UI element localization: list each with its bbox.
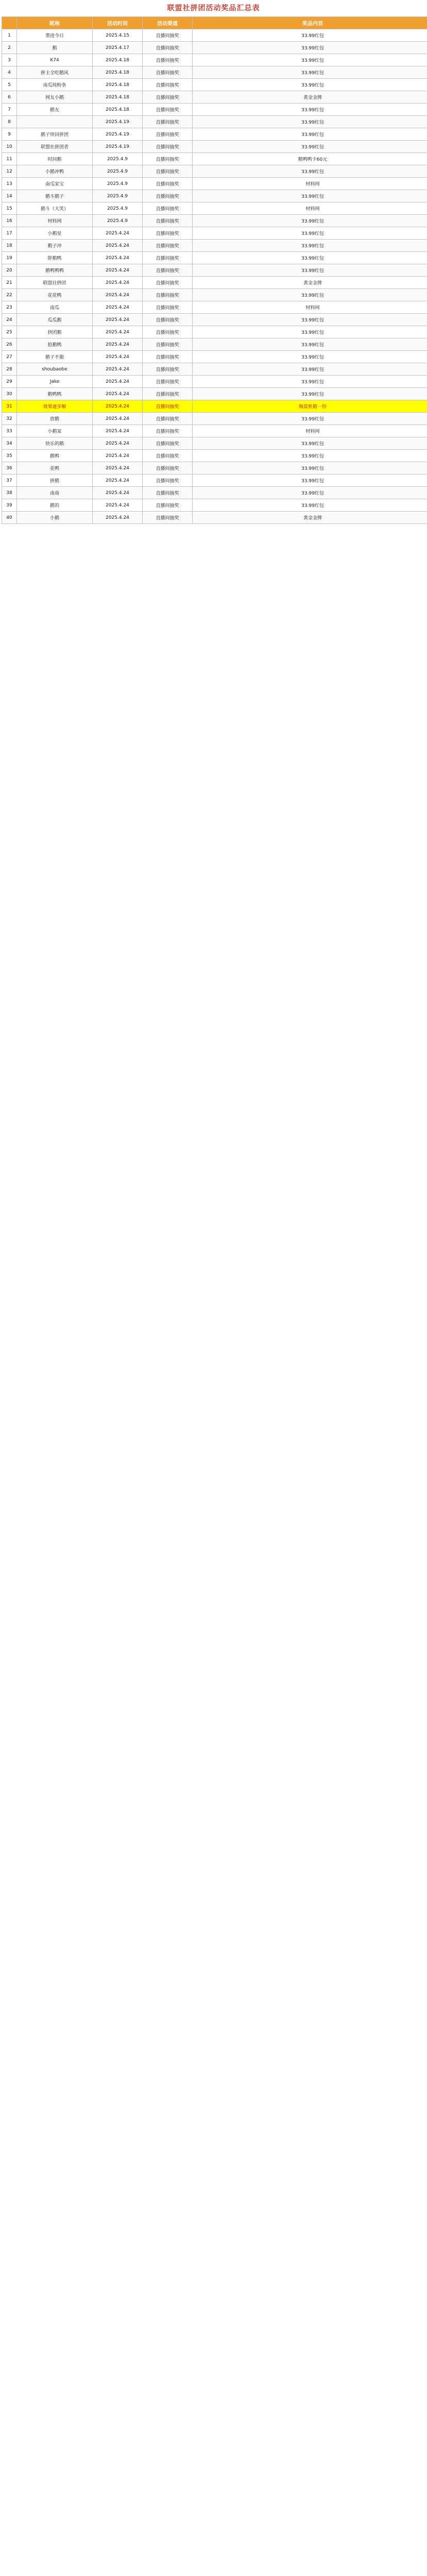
table-row bbox=[2, 264, 427, 277]
row-nickname: 南瓜 bbox=[17, 301, 93, 314]
row-nickname: 时间鹅 bbox=[17, 153, 93, 165]
col-channel-header: 活动渠道 bbox=[143, 17, 193, 29]
row-prize: 33.99红包 bbox=[193, 450, 427, 462]
row-index: 3 bbox=[2, 54, 17, 66]
table-row bbox=[2, 215, 427, 227]
row-channel: 直播间抽奖 bbox=[143, 153, 193, 165]
row-index: 33 bbox=[2, 425, 17, 437]
row-index: 8 bbox=[2, 116, 17, 128]
row-nickname: 网友小鹅 bbox=[17, 91, 93, 104]
row-channel: 直播间抽奖 bbox=[143, 326, 193, 338]
row-channel: 直播间抽奖 bbox=[143, 376, 193, 388]
row-date: 2025.4.9 bbox=[93, 215, 143, 227]
row-prize: 33.99红包 bbox=[193, 289, 427, 301]
table-row bbox=[2, 79, 427, 91]
col-index-header bbox=[2, 17, 17, 29]
row-nickname: 鹅鸭鸭 bbox=[17, 388, 93, 400]
row-date: 2025.4.18 bbox=[93, 66, 143, 79]
table-row bbox=[2, 487, 427, 499]
row-index: 27 bbox=[2, 351, 17, 363]
row-channel: 直播间抽奖 bbox=[143, 165, 193, 178]
row-prize: 33.99红包 bbox=[193, 326, 427, 338]
row-nickname: Jake bbox=[17, 376, 93, 388]
row-nickname: shoubaobe bbox=[17, 363, 93, 376]
table-row bbox=[2, 190, 427, 202]
row-nickname: 小鹅冲鸭 bbox=[17, 165, 93, 178]
row-index: 22 bbox=[2, 289, 17, 301]
row-date: 2025.4.24 bbox=[93, 487, 143, 499]
row-channel: 直播间抽奖 bbox=[143, 240, 193, 252]
row-index: 17 bbox=[2, 227, 17, 240]
row-channel: 直播间抽奖 bbox=[143, 499, 193, 512]
row-channel: 直播间抽奖 bbox=[143, 289, 193, 301]
row-prize: 33.99红包 bbox=[193, 474, 427, 487]
table-row bbox=[2, 314, 427, 326]
row-prize: 材料网 bbox=[193, 425, 427, 437]
row-prize: 33.99红包 bbox=[193, 215, 427, 227]
row-date: 2025.4.24 bbox=[93, 338, 143, 351]
row-channel: 直播间抽奖 bbox=[143, 264, 193, 277]
row-date: 2025.4.24 bbox=[93, 413, 143, 425]
row-index: 18 bbox=[2, 240, 17, 252]
row-channel: 直播间抽奖 bbox=[143, 104, 193, 116]
row-nickname: 南南 bbox=[17, 487, 93, 499]
row-date: 2025.4.24 bbox=[93, 450, 143, 462]
table-row bbox=[2, 437, 427, 450]
row-date: 2025.4.9 bbox=[93, 165, 143, 178]
row-prize: 33.99红包 bbox=[193, 499, 427, 512]
row-index: 14 bbox=[2, 190, 17, 202]
table-row bbox=[2, 116, 427, 128]
row-index: 32 bbox=[2, 413, 17, 425]
row-index: 39 bbox=[2, 499, 17, 512]
table-row bbox=[2, 42, 427, 54]
row-date: 2025.4.9 bbox=[93, 153, 143, 165]
col-date-header: 活动时间 bbox=[93, 17, 143, 29]
table-row bbox=[2, 499, 427, 512]
row-index: 1 bbox=[2, 29, 17, 42]
row-channel: 直播间抽奖 bbox=[143, 338, 193, 351]
row-prize: 33.99红包 bbox=[193, 252, 427, 264]
row-date: 2025.4.24 bbox=[93, 240, 143, 252]
row-index: 31 bbox=[2, 400, 17, 413]
row-date: 2025.4.24 bbox=[93, 351, 143, 363]
row-nickname: 鹅的 bbox=[17, 499, 93, 512]
row-nickname: 联盟社拼团 bbox=[17, 277, 93, 289]
row-index: 40 bbox=[2, 512, 17, 524]
table-row bbox=[2, 512, 427, 524]
table-row bbox=[2, 91, 427, 104]
row-prize: 鹅鸭鸭卡60元 bbox=[193, 153, 427, 165]
row-nickname: 花鸭 bbox=[17, 462, 93, 474]
row-prize: 33.99红包 bbox=[193, 227, 427, 240]
row-nickname: 胖鹅鸭 bbox=[17, 252, 93, 264]
row-prize: 33.99红包 bbox=[193, 116, 427, 128]
row-prize: 33.99红包 bbox=[193, 128, 427, 141]
row-date: 2025.4.24 bbox=[93, 499, 143, 512]
table-row bbox=[2, 128, 427, 141]
row-nickname: 花花鸭 bbox=[17, 289, 93, 301]
row-index: 9 bbox=[2, 128, 17, 141]
row-nickname: 小鹅 bbox=[17, 512, 93, 524]
row-index: 28 bbox=[2, 363, 17, 376]
row-date: 2025.4.24 bbox=[93, 462, 143, 474]
row-channel: 直播间抽奖 bbox=[143, 190, 193, 202]
row-date: 2025.4.24 bbox=[93, 425, 143, 437]
row-date: 2025.4.24 bbox=[93, 363, 143, 376]
row-index: 2 bbox=[2, 42, 17, 54]
row-channel: 直播间抽奖 bbox=[143, 42, 193, 54]
row-nickname: 快乐的鹅 bbox=[17, 437, 93, 450]
row-index: 19 bbox=[2, 252, 17, 264]
row-nickname: 鹅鸭 bbox=[17, 450, 93, 462]
row-nickname: 鹅 bbox=[17, 42, 93, 54]
table-row bbox=[2, 178, 427, 190]
row-prize: 黄金金牌 bbox=[193, 91, 427, 104]
row-index: 5 bbox=[2, 79, 17, 91]
row-prize: 瓶装机箱一份 bbox=[193, 400, 427, 413]
table-row bbox=[2, 240, 427, 252]
row-nickname: 效果逐步解 bbox=[17, 400, 93, 413]
row-nickname: 鹅子冲 bbox=[17, 240, 93, 252]
row-prize: 33.99红包 bbox=[193, 104, 427, 116]
row-channel: 直播间抽奖 bbox=[143, 227, 193, 240]
row-prize: 33.99红包 bbox=[193, 54, 427, 66]
row-date: 2025.4.24 bbox=[93, 314, 143, 326]
row-channel: 直播间抽奖 bbox=[143, 512, 193, 524]
row-date: 2025.4.15 bbox=[93, 29, 143, 42]
row-nickname: 墨迹今日 bbox=[17, 29, 93, 42]
row-prize: 黄金金牌 bbox=[193, 512, 427, 524]
row-nickname: 鹅子不服 bbox=[17, 351, 93, 363]
row-date: 2025.4.24 bbox=[93, 400, 143, 413]
row-nickname: 联盟社拼团者 bbox=[17, 141, 93, 153]
row-channel: 直播间抽奖 bbox=[143, 363, 193, 376]
row-index: 36 bbox=[2, 462, 17, 474]
row-index: 6 bbox=[2, 91, 17, 104]
row-date: 2025.4.18 bbox=[93, 104, 143, 116]
table-row bbox=[2, 474, 427, 487]
row-prize: 33.99红包 bbox=[193, 314, 427, 326]
table-row bbox=[2, 141, 427, 153]
row-channel: 直播间抽奖 bbox=[143, 79, 193, 91]
table-row bbox=[2, 400, 427, 413]
row-channel: 直播间抽奖 bbox=[143, 215, 193, 227]
table-row bbox=[2, 351, 427, 363]
row-date: 2025.4.17 bbox=[93, 42, 143, 54]
table-row bbox=[2, 413, 427, 425]
row-index: 24 bbox=[2, 314, 17, 326]
row-index: 16 bbox=[2, 215, 17, 227]
table-row bbox=[2, 252, 427, 264]
row-prize: 材料网 bbox=[193, 301, 427, 314]
row-index: 29 bbox=[2, 376, 17, 388]
row-channel: 直播间抽奖 bbox=[143, 202, 193, 215]
row-date: 2025.4.24 bbox=[93, 474, 143, 487]
row-date: 2025.4.9 bbox=[93, 202, 143, 215]
row-prize: 33.99红包 bbox=[193, 388, 427, 400]
row-prize: 33.99红包 bbox=[193, 437, 427, 450]
row-index: 11 bbox=[2, 153, 17, 165]
row-prize: 33.99红包 bbox=[193, 29, 427, 42]
row-prize: 33.99红包 bbox=[193, 338, 427, 351]
row-date: 2025.4.19 bbox=[93, 141, 143, 153]
row-nickname: 鹅斗鹅子 bbox=[17, 190, 93, 202]
table-row bbox=[2, 326, 427, 338]
row-date: 2025.4.24 bbox=[93, 388, 143, 400]
row-index: 25 bbox=[2, 326, 17, 338]
row-nickname: 材料网 bbox=[17, 215, 93, 227]
row-channel: 直播间抽奖 bbox=[143, 487, 193, 499]
table-row bbox=[2, 66, 427, 79]
row-nickname: 鹅鸭鸭鸭 bbox=[17, 264, 93, 277]
row-channel: 直播间抽奖 bbox=[143, 178, 193, 190]
row-index: 21 bbox=[2, 277, 17, 289]
row-index: 38 bbox=[2, 487, 17, 499]
row-prize: 33.99红包 bbox=[193, 363, 427, 376]
row-prize: 33.99红包 bbox=[193, 264, 427, 277]
row-prize: 33.99红包 bbox=[193, 413, 427, 425]
row-nickname: 拼团鹅 bbox=[17, 326, 93, 338]
row-index: 35 bbox=[2, 450, 17, 462]
row-channel: 直播间抽奖 bbox=[143, 474, 193, 487]
row-index: 12 bbox=[2, 165, 17, 178]
col-prize-header: 奖品内容 bbox=[193, 17, 427, 29]
row-nickname: 鹅子快回拼团 bbox=[17, 128, 93, 141]
row-date: 2025.4.24 bbox=[93, 227, 143, 240]
row-date: 2025.4.24 bbox=[93, 326, 143, 338]
table-row bbox=[2, 165, 427, 178]
row-prize: 黄金金牌 bbox=[193, 277, 427, 289]
row-index: 23 bbox=[2, 301, 17, 314]
row-date: 2025.4.24 bbox=[93, 277, 143, 289]
row-channel: 直播间抽奖 bbox=[143, 301, 193, 314]
row-prize: 33.99红包 bbox=[193, 141, 427, 153]
table-row bbox=[2, 462, 427, 474]
row-channel: 直播间抽奖 bbox=[143, 450, 193, 462]
row-prize: 33.99红包 bbox=[193, 376, 427, 388]
row-date: 2025.4.24 bbox=[93, 264, 143, 277]
row-index: 13 bbox=[2, 178, 17, 190]
row-channel: 直播间抽奖 bbox=[143, 277, 193, 289]
row-channel: 直播间抽奖 bbox=[143, 128, 193, 141]
row-date: 2025.4.24 bbox=[93, 437, 143, 450]
page-title: 联盟社拼团活动奖品汇总表 bbox=[167, 4, 260, 12]
table-row bbox=[2, 388, 427, 400]
prize-table bbox=[2, 16, 427, 524]
row-nickname: 鹅友 bbox=[17, 104, 93, 116]
row-index: 7 bbox=[2, 104, 17, 116]
row-date: 2025.4.18 bbox=[93, 91, 143, 104]
row-date: 2025.4.24 bbox=[93, 252, 143, 264]
row-channel: 直播间抽奖 bbox=[143, 29, 193, 42]
row-nickname: 抢鹅鸭 bbox=[17, 338, 93, 351]
row-date: 2025.4.19 bbox=[93, 128, 143, 141]
col-nickname-header: 昵称 bbox=[17, 17, 93, 29]
row-index: 15 bbox=[2, 202, 17, 215]
row-date: 2025.4.19 bbox=[93, 116, 143, 128]
row-date: 2025.4.18 bbox=[93, 54, 143, 66]
row-nickname: 南瓜家宝 bbox=[17, 178, 93, 190]
table-row bbox=[2, 153, 427, 165]
row-channel: 直播间抽奖 bbox=[143, 462, 193, 474]
table-row bbox=[2, 301, 427, 314]
table-row bbox=[2, 202, 427, 215]
row-channel: 直播间抽奖 bbox=[143, 400, 193, 413]
row-index: 20 bbox=[2, 264, 17, 277]
row-nickname: 南瓜炖粉条 bbox=[17, 79, 93, 91]
table-row bbox=[2, 338, 427, 351]
table-row bbox=[2, 450, 427, 462]
table-row bbox=[2, 54, 427, 66]
row-channel: 直播间抽奖 bbox=[143, 252, 193, 264]
table-row bbox=[2, 289, 427, 301]
row-prize: 33.99红包 bbox=[193, 487, 427, 499]
row-date: 2025.4.24 bbox=[93, 289, 143, 301]
row-channel: 直播间抽奖 bbox=[143, 413, 193, 425]
row-index: 26 bbox=[2, 338, 17, 351]
row-prize: 33.99红包 bbox=[193, 66, 427, 79]
row-date: 2025.4.24 bbox=[93, 301, 143, 314]
row-index: 30 bbox=[2, 388, 17, 400]
row-index: 34 bbox=[2, 437, 17, 450]
row-prize: 33.99红包 bbox=[193, 79, 427, 91]
row-channel: 直播间抽奖 bbox=[143, 437, 193, 450]
row-channel: 直播间抽奖 bbox=[143, 91, 193, 104]
row-nickname: 拼鹅 bbox=[17, 474, 93, 487]
row-channel: 直播间抽奖 bbox=[143, 314, 193, 326]
table-header-row bbox=[2, 17, 427, 29]
row-index: 4 bbox=[2, 66, 17, 79]
row-channel: 直播间抽奖 bbox=[143, 66, 193, 79]
row-nickname: 小鹅星 bbox=[17, 227, 93, 240]
row-nickname: 小鹅家 bbox=[17, 425, 93, 437]
row-date: 2025.4.24 bbox=[93, 512, 143, 524]
row-prize: 33.99红包 bbox=[193, 165, 427, 178]
row-prize: 材料网 bbox=[193, 202, 427, 215]
table-row bbox=[2, 363, 427, 376]
row-nickname: 放鹅 bbox=[17, 413, 93, 425]
table-row bbox=[2, 29, 427, 42]
row-channel: 直播间抽奖 bbox=[143, 388, 193, 400]
row-nickname bbox=[17, 116, 93, 128]
row-index: 10 bbox=[2, 141, 17, 153]
row-channel: 直播间抽奖 bbox=[143, 54, 193, 66]
row-channel: 直播间抽奖 bbox=[143, 351, 193, 363]
row-nickname: 瓜瓜鹅 bbox=[17, 314, 93, 326]
table-row bbox=[2, 376, 427, 388]
row-date: 2025.4.18 bbox=[93, 79, 143, 91]
row-nickname: 拼主全吃鹅风 bbox=[17, 66, 93, 79]
row-prize: 33.99红包 bbox=[193, 240, 427, 252]
table-row bbox=[2, 104, 427, 116]
row-date: 2025.4.9 bbox=[93, 178, 143, 190]
row-date: 2025.4.24 bbox=[93, 376, 143, 388]
row-prize: 33.99红包 bbox=[193, 190, 427, 202]
row-nickname: 鹅斗（大笑） bbox=[17, 202, 93, 215]
row-date: 2025.4.9 bbox=[93, 190, 143, 202]
row-channel: 直播间抽奖 bbox=[143, 425, 193, 437]
row-prize: 33.99红包 bbox=[193, 462, 427, 474]
row-prize: 33.99红包 bbox=[193, 351, 427, 363]
table-row bbox=[2, 425, 427, 437]
row-prize: 33.99红包 bbox=[193, 42, 427, 54]
row-channel: 直播间抽奖 bbox=[143, 116, 193, 128]
table-row bbox=[2, 227, 427, 240]
row-index: 37 bbox=[2, 474, 17, 487]
table-row bbox=[2, 277, 427, 289]
row-prize: 材料网 bbox=[193, 178, 427, 190]
row-channel: 直播间抽奖 bbox=[143, 141, 193, 153]
row-nickname: K74 bbox=[17, 54, 93, 66]
